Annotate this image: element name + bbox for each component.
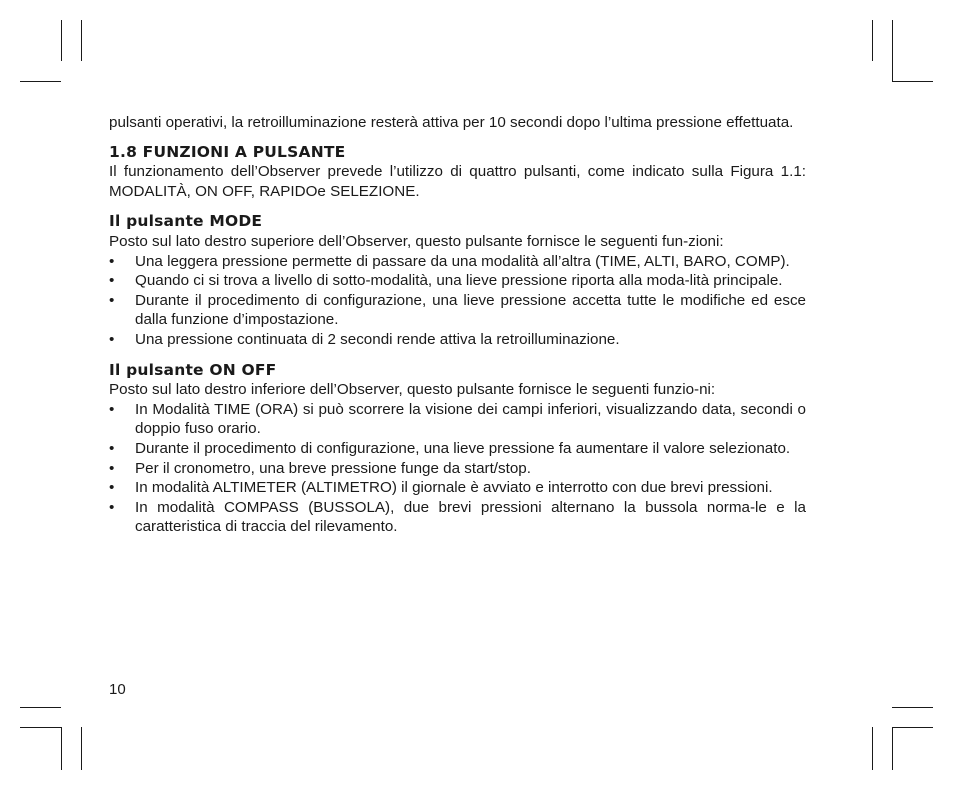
list-item: • Una pressione continuata di 2 secondi rende attiva la retroilluminazione. — [109, 330, 620, 348]
list-item: • Durante il procedimento di configurazione, una lieve pressione accetta tutte le modifiche ed esce dalla funzione d’impostazione. — [109, 291, 806, 329]
page-content — [109, 113, 806, 537]
crop-mark-bottom-right-horizontal-b — [892, 727, 933, 728]
crop-mark-bottom-right-outer — [892, 727, 893, 770]
crop-mark-bottom-right-inner — [872, 727, 873, 770]
section-paragraph: Il funzionamento dell’Observer prevede l’utilizzo di quattro pulsanti, come indicato sulla Figura 1.1: MODALITÀ, ON OFF, RAPIDOe SELEZIONE. — [109, 163, 806, 200]
crop-mark-top-right-horizontal — [892, 81, 933, 82]
onoff-function-list — [109, 400, 806, 537]
crop-mark-top-right-inner — [872, 20, 873, 61]
mode-intro-paragraph: Posto sul lato destro superiore dell’Observer, questo pulsante fornisce le seguenti fun-zioni: — [109, 232, 724, 250]
bullet-icon: • — [109, 439, 115, 457]
list-item: • Una leggera pressione permette di passare da una modalità all’altra (TIME, ALTI, BARO, COMP). — [109, 252, 790, 270]
onoff-intro-paragraph: Posto sul lato destro inferiore dell’Observer, questo pulsante fornisce le seguenti funzio-ni: — [109, 381, 716, 399]
mode-function-list — [109, 252, 806, 350]
bullet-icon: • — [109, 291, 115, 309]
crop-mark-bottom-left-horizontal-b — [20, 727, 61, 728]
bullet-icon: • — [109, 400, 115, 418]
onoff-button-heading: Il pulsante ON OFF — [109, 360, 277, 379]
crop-mark-bottom-left-horizontal-a — [20, 707, 61, 708]
crop-mark-bottom-left-outer — [61, 727, 62, 770]
section-title: 1.8 FUNZIONI A PULSANTE — [109, 142, 346, 161]
crop-mark-bottom-right-horizontal-a — [892, 707, 933, 708]
intro-paragraph: pulsanti operativi, la retroilluminazione resterà attiva per 10 secondi dopo l’ultima pressione effettuata. — [109, 114, 794, 131]
bullet-icon: • — [109, 272, 115, 290]
crop-mark-top-right-outer — [892, 20, 893, 81]
list-item: • Per il cronometro, una breve pressione funge da start/stop. — [109, 459, 531, 477]
crop-mark-top-left-outer — [61, 20, 62, 61]
list-item: • In Modalità TIME (ORA) si può scorrere la visione dei campi inferiori, visualizzando data, secondi o doppio fuso orario. — [109, 400, 806, 438]
list-item: • Quando ci si trova a livello di sotto-modalità, una lieve pressione riporta alla moda-lità principale. — [109, 272, 783, 290]
list-item: • In modalità COMPASS (BUSSOLA), due brevi pressioni alternano la bussola norma-le e la caratteristica di traccia del rilevamento. — [109, 498, 806, 536]
bullet-icon: • — [109, 498, 115, 516]
page-number: 10 — [109, 681, 126, 698]
bullet-icon: • — [109, 479, 115, 497]
list-item: • In modalità ALTIMETER (ALTIMETRO) il giornale è avviato e interrotto con due brevi pressioni. — [109, 479, 773, 497]
list-item: • Durante il procedimento di configurazione, una lieve pressione fa aumentare il valore selezionato. — [109, 439, 791, 457]
mode-button-heading: Il pulsante MODE — [109, 212, 263, 231]
crop-mark-bottom-left-inner — [81, 727, 82, 770]
crop-mark-top-left-inner — [81, 20, 82, 61]
bullet-icon: • — [109, 252, 115, 270]
bullet-icon: • — [109, 459, 115, 477]
crop-mark-top-left-horizontal — [20, 81, 61, 82]
bullet-icon: • — [109, 330, 115, 348]
